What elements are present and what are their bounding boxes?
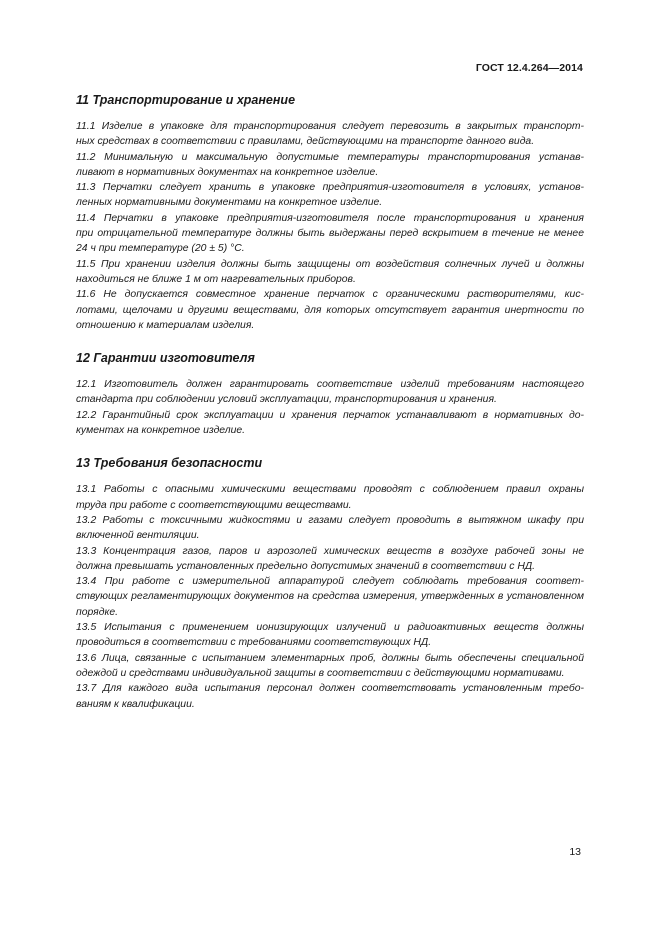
paragraph	[76, 180, 584, 211]
paragraph-line: 13.4 При работе с измерительной аппаратурой следует соблюдать требования соответ-	[76, 576, 584, 588]
paragraph	[76, 211, 584, 257]
section-manufacturer-warranty	[76, 350, 584, 438]
paragraph-line: 13.1 Работы с опасными химическими веществами проводят с соблюдением правил охраны	[76, 484, 584, 496]
section-safety-requirements	[76, 455, 584, 711]
paragraph-line: 13.5 Испытания с применением ионизирующих излучений и радиоактивных веществ должны	[76, 622, 584, 634]
paragraph-line: 11.6 Не допускается совместное хранение перчаток с органическими растворителями, кис-	[76, 289, 584, 301]
paragraph-line: одеждой и средствами индивидуальной защиты в соответствии с действующими нормативами.	[76, 667, 565, 679]
section-title: 12 Гарантии изготовителя	[76, 351, 255, 366]
paragraph-line: ваниям к квалификации.	[76, 698, 195, 710]
paragraph-line: 13.6 Лица, связанные с испытанием элементарных проб, должны быть обеспечены специальной	[76, 652, 584, 664]
section-title: 13 Требования безопасности	[76, 456, 263, 471]
paragraph-line: труда при работе с соответствующими веществами.	[76, 499, 352, 511]
page-number: 13	[569, 846, 581, 858]
paragraph-line: 12.1 Изготовитель должен гарантировать соответствие изделий требованиям настоящего	[76, 379, 584, 391]
paragraph-line: должна превышать установленных предельно допустимых значений в соответствии с НД.	[76, 560, 536, 572]
document-body	[76, 92, 584, 712]
paragraph	[76, 513, 584, 544]
paragraph-line: 11.4 Перчатки в упаковке предприятия-изготовителя после транспортирования и хранения	[76, 212, 584, 224]
paragraph	[76, 377, 584, 408]
paragraph	[76, 651, 584, 682]
paragraph-line: 11.5 При хранении изделия должны быть защищены от воздействия солнечных лучей и должны	[76, 258, 584, 270]
paragraph-line: 13.7 Для каждого вида испытания персонал должен соответствовать установленным требо-	[76, 683, 584, 695]
paragraph-line: 13.3 Концентрация газов, паров и аэрозолей химических веществ в воздухе рабочей зоны не	[76, 545, 584, 557]
paragraph	[76, 620, 584, 651]
document-code: ГОСТ 12.4.264—2014	[475, 62, 583, 74]
paragraph-line: стандарта при соблюдении условий эксплуатации, транспортирования и хранения.	[76, 394, 497, 406]
section-transport-storage	[76, 92, 584, 333]
paragraph	[76, 681, 584, 712]
paragraph-line: 24 ч при температуре (20 ± 5) °С.	[76, 243, 245, 255]
paragraph-line: проводиться в соответствии с требованиями соответствующих НД.	[76, 637, 432, 649]
paragraph-line: ных средствах в соответствии с правилами, действующими на транспорте данного вида.	[76, 136, 535, 148]
paragraph-line: при отрицательной температуре должны быть выдержаны перед вскрытием в течение не менее	[76, 228, 584, 240]
paragraph-line: 12.2 Гарантийный срок эксплуатации и хранения перчаток устанавливают в нормативных до-	[76, 409, 584, 421]
paragraph-line: порядке.	[76, 606, 119, 618]
paragraph	[76, 257, 584, 288]
paragraph-line: находиться не ближе 1 м от нагревательных приборов.	[76, 273, 356, 285]
paragraph	[76, 150, 584, 181]
paragraph-line: 11.3 Перчатки следует хранить в упаковке предприятия-изготовителя в условиях, установ-	[76, 182, 584, 194]
paragraph-line: лотами, щелочами и другими веществами, для которых отсутствует гарантия инертности по	[76, 304, 584, 316]
paragraph	[76, 119, 584, 150]
paragraph	[76, 287, 584, 333]
paragraph-line: включенной вентиляции.	[76, 530, 200, 542]
paragraph-line: 11.1 Изделие в упаковке для транспортирования следует перевозить в закрытых транспорт-	[76, 121, 584, 132]
paragraph	[76, 544, 584, 575]
paragraph-line: 13.2 Работы с токсичными жидкостями и газами следует проводить в вытяжном шкафу при	[76, 514, 584, 526]
paragraph	[76, 408, 584, 439]
paragraph	[76, 574, 584, 620]
paragraph-line: 11.2 Минимальную и максимальную допустимые температуры транспортирования устанав-	[76, 151, 584, 163]
paragraph-line: отношению к материалам изделия.	[76, 319, 255, 331]
paragraph-line: ствующих регламентирующих документов на средства измерения, утвержденных в установленном	[76, 591, 584, 603]
paragraph	[76, 482, 584, 513]
section-title: 11 Транспортирование и хранение	[76, 93, 296, 107]
paragraph-line: ленных нормативными документами на конкретное изделие.	[76, 197, 383, 209]
paragraph-line: ливают в нормативных документах на конкретное изделие.	[76, 166, 379, 178]
paragraph-line: кументах на конкретное изделие.	[76, 425, 246, 437]
